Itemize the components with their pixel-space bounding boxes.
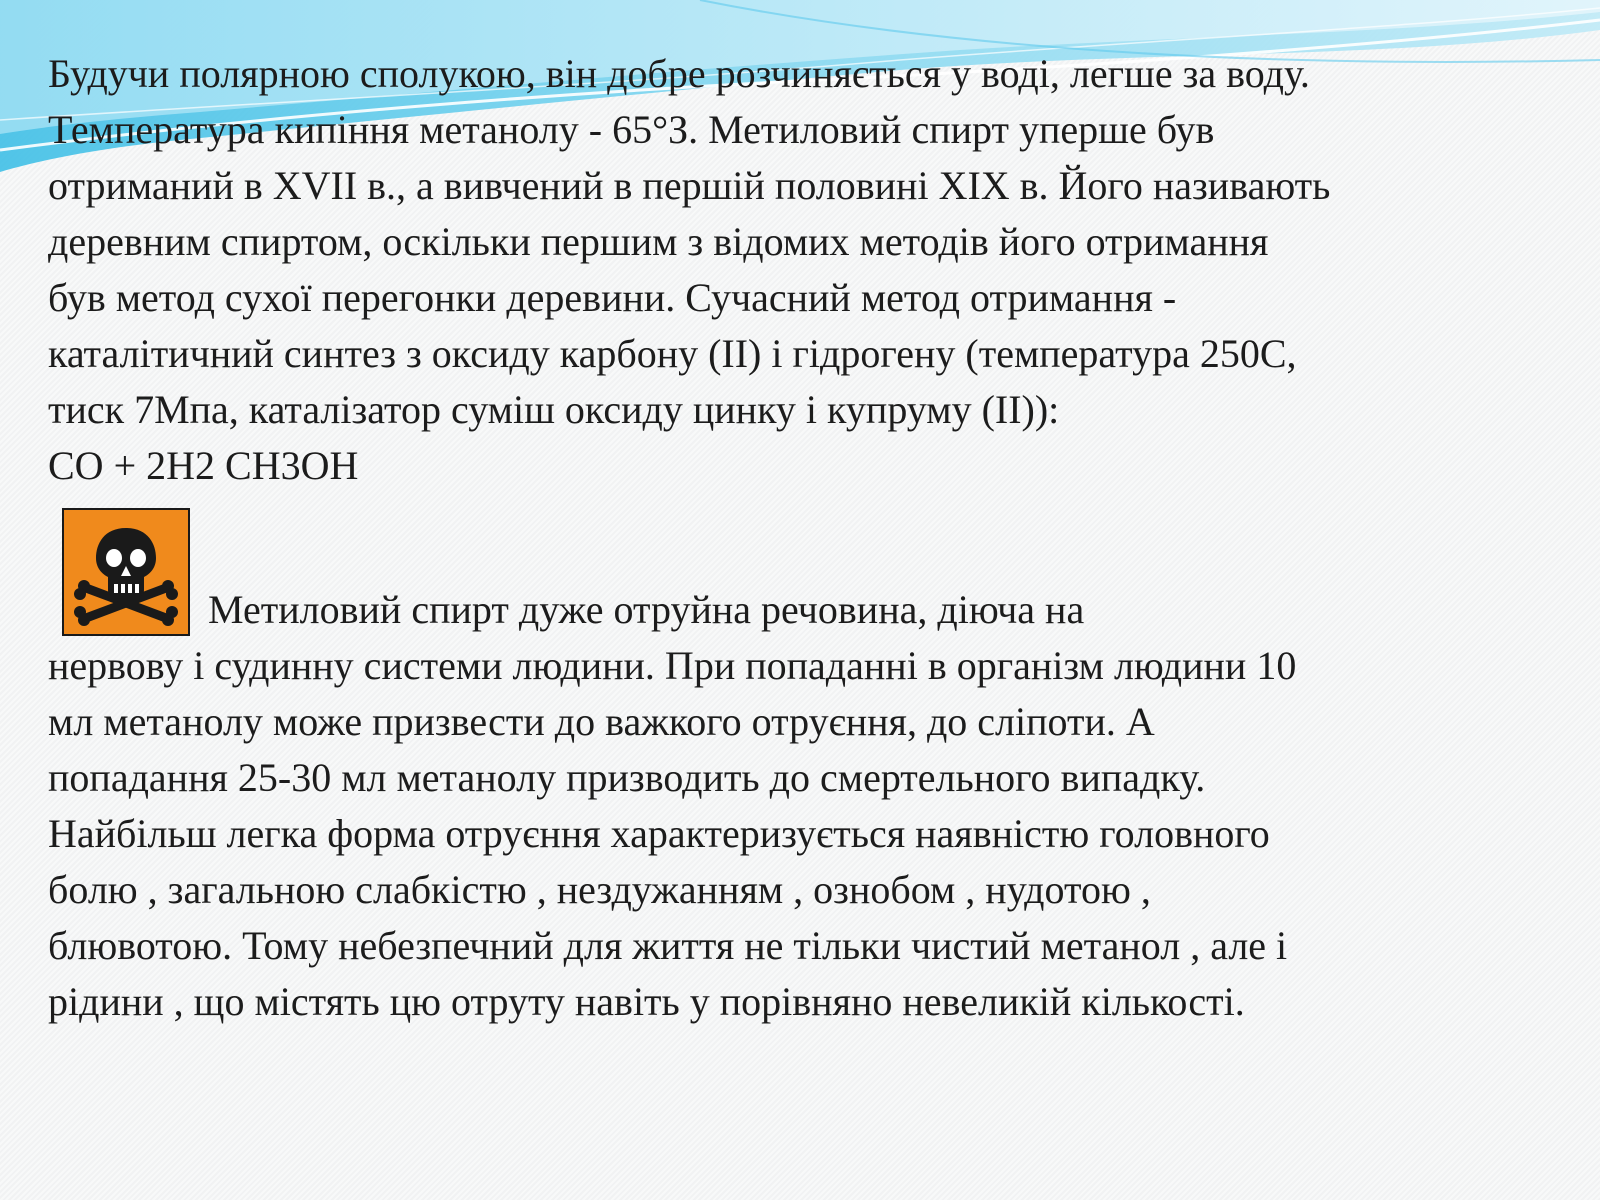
paragraph-2-line: попадання 25-30 мл метанолу призводить до смертельного випадку. <box>48 755 1206 800</box>
chemical-equation: CO + 2H2 CH3OH <box>48 443 359 488</box>
paragraph-2-line: рідини , що містять цю отруту навіть у порівняно невеликій кількості. <box>48 979 1245 1024</box>
paragraph-2-line: нервову і судинну системи людини. При попаданні в організм людини 10 <box>48 643 1297 688</box>
paragraph-1-line: тиск 7Мпа, каталізатор суміш оксиду цинку і купруму (II)): <box>48 387 1060 432</box>
paragraph-1-line: був метод сухої перегонки деревини. Сучасний метод отримання - <box>48 275 1177 320</box>
warning-row <box>48 494 1578 638</box>
warning-first-line: Метиловий спирт дуже отруйна речовина, діюча на <box>208 587 1085 632</box>
paragraph-1-line: Будучи полярною сполукою, він добре розчиняється у воді, легше за воду. <box>48 51 1310 96</box>
paragraph-2-line: блювотою. Тому небезпечний для життя не тільки чистий метанол , але і <box>48 923 1288 968</box>
paragraph-1-line: Температура кипіння метанолу - 65°З. Метиловий спирт уперше був <box>48 107 1215 152</box>
skull-crossbones-icon <box>62 508 190 636</box>
paragraph-1-line: каталітичний синтез з оксиду карбону (II) і гідрогену (температура 250С, <box>48 331 1297 376</box>
paragraph-1-line: отриманий в XVII в., а вивчений в першій половині XIX в. Його називають <box>48 163 1331 208</box>
paragraph-2-line: мл метанолу може призвести до важкого отруєння, до сліпоти. А <box>48 699 1155 744</box>
paragraph-2-line: Найбільш легка форма отруєння характеризується наявністю головного <box>48 811 1270 856</box>
paragraph-2-line: болю , загальною слабкістю , нездужанням , ознобом , нудотою , <box>48 867 1151 912</box>
slide-body <box>48 46 1578 1030</box>
paragraph-1-line: деревним спиртом, оскільки першим з відомих методів його отримання <box>48 219 1269 264</box>
